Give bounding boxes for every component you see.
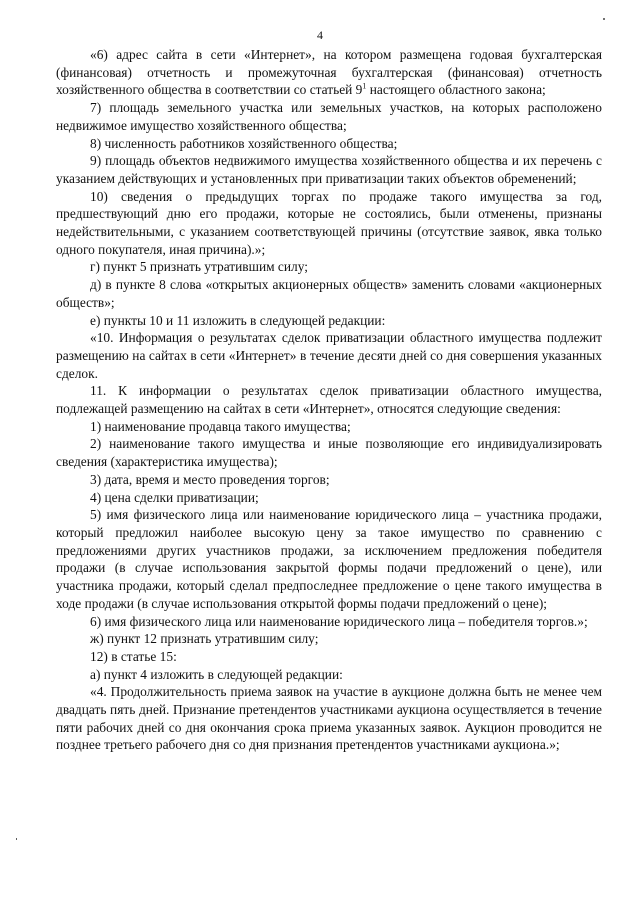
paragraph-list-3: 3) дата, время и место проведения торгов; <box>90 471 330 487</box>
page-number: 4 <box>317 28 323 42</box>
document-body <box>56 46 602 754</box>
paragraph-text-tail: настоящего областного закона; <box>366 82 546 98</box>
paragraph-list-6: 6) имя физического лица или наименование юридического лица – победителя торгов.»; <box>90 613 588 629</box>
paragraph-item-7: 7) площадь земельного участка или земельных участков, на которых расположено недвижимое имущество хозяйственного общества; <box>56 100 602 133</box>
paragraph-list-1: 1) наименование продавца такого имущества; <box>90 418 351 434</box>
superscript: 1 <box>362 81 367 91</box>
paragraph-text: «6) адрес сайта в сети «Интернет», на котором размещена годовая бухгалтерская (финансовая) отчетность и промежуточная бухгалтерская (финансовая) отчетность хозяйственного общества в соответствии со статьей 9 <box>56 47 602 98</box>
paragraph-list-5: 5) имя физического лица или наименование юридического лица – участника продажи, который предложил наиболее высокую цену за такое имущество по сравнению с предложениями других участников продажи, за исключением предложения победителя продажи (в случае использования закрытой формы подачи предложений о цене), или участника продажи, который сделал предпоследнее предложение о цене такого имущества в ходе продажи (в случае использования открытой формы подачи предложений о цене); <box>56 507 602 611</box>
paragraph-amend-e: е) пункты 10 и 11 изложить в следующей редакции: <box>90 312 386 328</box>
paragraph-clause-10: «10. Информация о результатах сделок приватизации областного имущества подлежит размещению на сайтах в сети «Интернет» в течение десяти дней со дня совершения указанных сделок. <box>56 330 602 381</box>
paragraph-item-9: 9) площадь объектов недвижимого имущества хозяйственного общества и их перечень с указанием действующих и установленных при приватизации таких объектов обременений; <box>56 153 602 186</box>
paragraph-amend-zh: ж) пункт 12 признать утратившим силу; <box>90 631 319 647</box>
paragraph-list-4: 4) цена сделки приватизации; <box>90 489 259 505</box>
paragraph-clause-4: «4. Продолжительность приема заявок на участие в аукционе должна быть не менее чем двадцать пять дней. Признание претендентов участниками аукциона осуществляется в течение пяти рабочих дней со дня окончания срока приема указанных заявок. Аукцион проводится не позднее третьего рабочего дня со дня признания претендентов участниками аукциона.»; <box>56 684 602 753</box>
paragraph-amend-g: г) пункт 5 признать утратившим силу; <box>90 259 308 275</box>
paragraph-item-10: 10) сведения о предыдущих торгах по продаже такого имущества за год, предшествующий дню его продажи, которые не состоялись, были отменены, признаны недействительными, с указанием соответствующей причины (отсутствие заявок, явка только одного покупателя, иная причина).»; <box>56 188 602 257</box>
scan-speck <box>603 18 605 20</box>
paragraph-article-12: 12) в статье 15: <box>90 648 177 664</box>
paragraph-amend-a: а) пункт 4 изложить в следующей редакции: <box>90 666 343 682</box>
scan-speck <box>16 838 17 840</box>
paragraph-clause-11: 11. К информации о результатах сделок приватизации областного имущества, подлежащей размещению на сайтах в сети «Интернет», относятся следующие сведения: <box>56 383 602 417</box>
paragraph-amend-d: д) в пункте 8 слова «открытых акционерных обществ» заменить словами «акционерных обществ»; <box>56 277 602 310</box>
paragraph-item-6 <box>56 46 602 99</box>
paragraph-list-2: 2) наименование такого имущества и иные позволяющие его индивидуализировать сведения (характеристика имущества); <box>56 436 602 470</box>
paragraph-item-8: 8) численность работников хозяйственного общества; <box>90 135 398 151</box>
